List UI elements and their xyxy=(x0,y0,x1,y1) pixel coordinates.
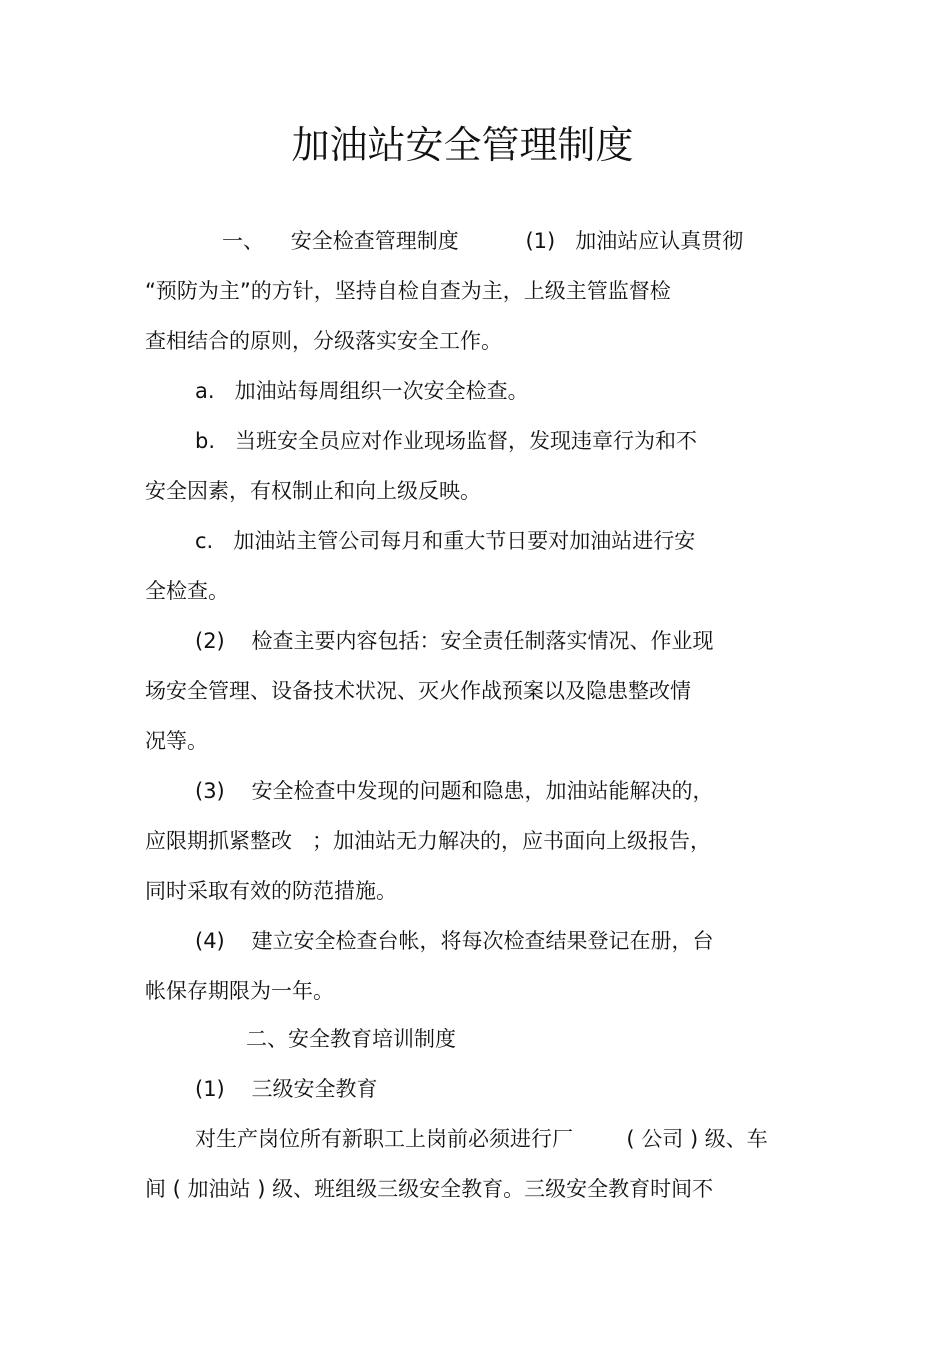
paragraph-line: (2) 检查主要内容包括：安全责任制落实情况、作业现 xyxy=(195,629,714,653)
document-title: 加油站安全管理制度 xyxy=(291,123,634,167)
section-heading: 二、安全教育培训制度 xyxy=(246,1027,456,1051)
paragraph-line: “预防为主”的方针，坚持自检自查为主，上级主管监督检 xyxy=(145,279,671,303)
paragraph-line: (3) 安全检查中发现的问题和隐患，加油站能解决的， xyxy=(195,779,714,803)
paragraph-line: 帐保存期限为一年。 xyxy=(145,979,334,1003)
paragraph-line: 应限期抓紧整改 ；加油站无力解决的，应书面向上级报告， xyxy=(145,829,712,853)
paragraph-line: c. 加油站主管公司每月和重大节日要对加油站进行安 xyxy=(195,529,696,553)
paragraph-line: a. 加油站每周组织一次安全检查。 xyxy=(195,379,529,403)
paragraph-line: 同时采取有效的防范措施。 xyxy=(145,879,397,903)
paragraph-line: (4) 建立安全检查台帐，将每次检查结果登记在册，台 xyxy=(195,929,714,953)
paragraph-line: 查相结合的原则，分级落实安全工作。 xyxy=(145,329,502,353)
paragraph-line: 一、 安全检查管理制度 (1) 加油站应认真贯彻 xyxy=(222,229,744,253)
paragraph-line: 场安全管理、设备技术状况、灭火作战预案以及隐患整改情 xyxy=(145,679,691,703)
paragraph-line: 况等。 xyxy=(145,729,208,753)
paragraph-line: 安全因素，有权制止和向上级反映。 xyxy=(145,479,481,503)
paragraph-line: 全检查。 xyxy=(145,579,229,603)
paragraph-line: 间 ( 加油站 ) 级、班组级三级安全教育。三级安全教育时间不 xyxy=(145,1177,714,1201)
paragraph-line: b. 当班安全员应对作业现场监督，发现违章行为和不 xyxy=(195,429,698,453)
paragraph-line: 对生产岗位所有新职工上岗前必须进行厂 ( 公司 ) 级、车 xyxy=(195,1127,768,1151)
subsection-heading: (1) 三级安全教育 xyxy=(195,1077,378,1101)
